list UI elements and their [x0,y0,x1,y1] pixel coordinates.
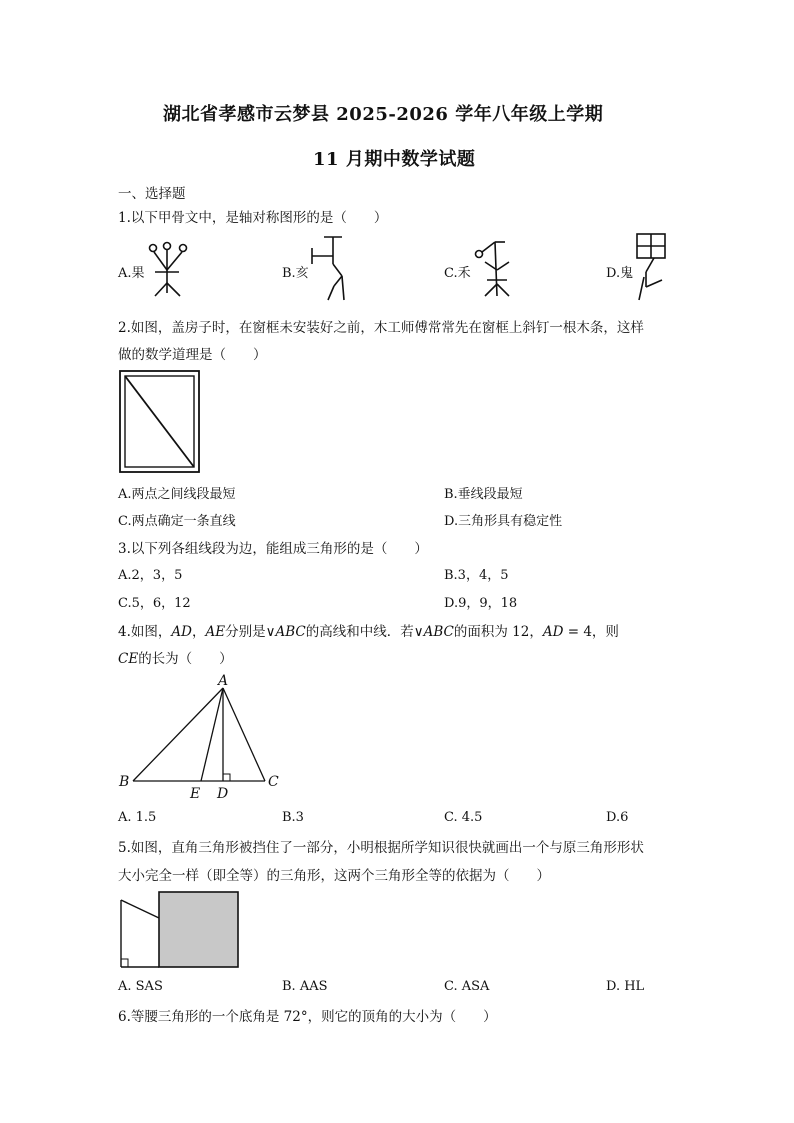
label-a: A [218,673,229,689]
question-5-stem-line1: 5.如图，直角三角形被挡住了一部分，小明根据所学知识很快就画出一个与原三角形形状 [118,840,644,856]
question-5-stem-line2: 大小完全一样（即全等）的三角形，这两个三角形全等的依据为（ ） [118,868,550,884]
blocking-square [159,892,238,967]
q4-text: ， [191,624,206,640]
q1-option-c[interactable]: C.禾 [444,266,471,281]
q1-option-d[interactable]: D.鬼 [606,266,634,281]
label-c: C [268,774,279,790]
covered-right-triangle-figure [119,890,241,970]
oracle-glyph-hai [308,234,358,304]
q4-text: 的长为（ ） [138,651,233,667]
question-3-stem: 3.以下列各组线段为边，能组成三角形的是（ ） [118,541,428,557]
right-angle-mark [121,959,128,967]
q5-option-d[interactable]: D. HL [606,979,645,994]
q2-option-c[interactable]: C.两点确定一条直线 [118,514,236,529]
q1-option-b[interactable]: B.亥 [282,266,309,281]
q4-var-ad: AD [542,624,564,640]
segment-ac [223,688,265,781]
oracle-glyph-gui [634,232,668,304]
segment-ab [133,688,223,781]
q4-var-abc: ABC [275,624,306,640]
window-frame-figure [119,370,201,474]
q4-var-abc: ABC [423,624,454,640]
oracle-glyph-guo [145,238,195,302]
q5-option-a[interactable]: A. SAS [118,979,163,994]
label-b: B [119,774,130,790]
q4-text: = 4，则 [563,624,619,640]
triangle-hypotenuse [121,900,159,918]
question-4-stem-line2 [118,647,233,667]
q3-option-a[interactable]: A.2，3，5 [118,568,183,583]
oracle-glyph-he [473,236,518,302]
q4-option-a[interactable]: A. 1.5 [118,810,157,825]
q2-option-b[interactable]: B.垂线段最短 [444,487,523,502]
section-title: 一、选择题 [118,186,186,202]
q5-option-c[interactable]: C. ASA [444,979,490,994]
question-4-stem-line1 [118,620,619,640]
question-2-stem-line1: 2.如图，盖房子时，在窗框未安装好之前，木工师傅常常先在窗框上斜钉一根木条，这样 [118,320,644,336]
q2-option-a[interactable]: A.两点之间线段最短 [118,487,236,502]
q4-text: 4.如图， [118,624,172,640]
label-d: D [217,786,229,802]
q4-text: 的面积为 12， [453,624,543,640]
q4-var-ad: AD [171,624,192,640]
question-1-stem: 1.以下甲骨文中，是轴对称图形的是（ ） [118,210,388,226]
page-title-line1: 湖北省孝感市云梦县 2025-2026 学年八年级上学期 [163,104,604,125]
triangle-abc-figure [115,670,295,804]
right-angle-mark [223,774,230,781]
question-2-stem-line2: 做的数学道理是（ ） [118,347,267,363]
q2-option-d[interactable]: D.三角形具有稳定性 [444,514,563,529]
q4-var-ae: AE [205,624,226,640]
q3-option-c[interactable]: C.5，6，12 [118,596,191,611]
q4-option-b[interactable]: B.3 [282,810,304,825]
segment-ae [201,688,223,781]
q5-option-b[interactable]: B. AAS [282,979,328,994]
q4-var-ce: CE [118,651,139,667]
q3-option-b[interactable]: B.3，4，5 [444,568,509,583]
q1-option-a[interactable]: A.果 [118,266,145,281]
page-title-line2: 11 月期中数学试题 [313,149,476,170]
q3-option-d[interactable]: D.9，9，18 [444,596,518,611]
q4-text: 的高线和中线．若∨ [305,624,424,640]
q4-option-c[interactable]: C. 4.5 [444,810,483,825]
question-6-stem: 6.等腰三角形的一个底角是 72°，则它的顶角的大小为（ ） [118,1009,497,1025]
q4-option-d[interactable]: D.6 [606,810,629,825]
label-e: E [190,786,201,802]
q4-text: 分别是∨ [225,624,276,640]
